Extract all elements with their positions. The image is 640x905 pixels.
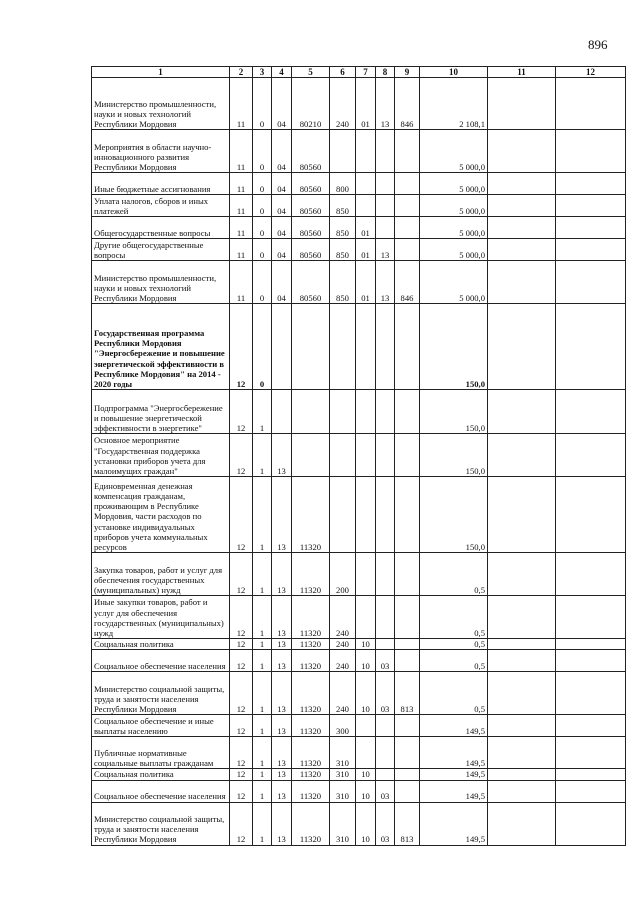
code-cell: 04 — [272, 217, 292, 239]
code-cell: 13 — [376, 78, 395, 130]
table-row — [92, 239, 626, 261]
code-cell — [330, 304, 356, 390]
code-cell: 13 — [272, 553, 292, 596]
amount-cell: 149,5 — [420, 802, 488, 845]
code-cell — [356, 596, 376, 639]
code-cell — [272, 390, 292, 434]
code-cell: 04 — [272, 261, 292, 304]
code-cell: 13 — [272, 434, 292, 477]
empty-cell — [556, 304, 626, 390]
amount-cell: 0,5 — [420, 672, 488, 715]
code-cell — [395, 769, 420, 780]
code-cell: 12 — [230, 596, 253, 639]
code-cell: 13 — [272, 596, 292, 639]
code-cell — [356, 737, 376, 769]
code-cell: 04 — [272, 239, 292, 261]
code-cell: 850 — [330, 239, 356, 261]
row-name-cell: Общегосударственные вопросы — [92, 217, 230, 239]
code-cell: 13 — [272, 737, 292, 769]
column-header: 1 — [92, 67, 230, 78]
table-row — [92, 553, 626, 596]
empty-cell — [488, 780, 556, 802]
code-cell: 1 — [253, 769, 272, 780]
row-name-cell: Министерство социальной защиты, труда и занятости населения Республики Мордовия — [92, 802, 230, 845]
code-cell: 310 — [330, 737, 356, 769]
code-cell — [292, 390, 330, 434]
table-row — [92, 304, 626, 390]
amount-cell: 150,0 — [420, 434, 488, 477]
code-cell: 11320 — [292, 802, 330, 845]
code-cell: 80560 — [292, 261, 330, 304]
row-name-cell: Государственная программа Республики Мордовия "Энергосбережение и повышение энергетической эффективности в Республике Мордовия" на 2014 - 2020 годы — [92, 304, 230, 390]
code-cell: 310 — [330, 769, 356, 780]
code-cell — [395, 780, 420, 802]
code-cell: 12 — [230, 672, 253, 715]
code-cell: 0 — [253, 195, 272, 217]
empty-cell — [488, 434, 556, 477]
code-cell: 846 — [395, 261, 420, 304]
code-cell — [376, 304, 395, 390]
code-cell: 11320 — [292, 672, 330, 715]
code-cell — [292, 304, 330, 390]
row-name-cell: Уплата налогов, сборов и иных платежей — [92, 195, 230, 217]
row-name-cell: Социальное обеспечение населения — [92, 780, 230, 802]
empty-cell — [556, 130, 626, 173]
empty-cell — [488, 130, 556, 173]
code-cell — [272, 304, 292, 390]
code-cell: 813 — [395, 672, 420, 715]
code-cell: 13 — [272, 715, 292, 737]
table-row — [92, 715, 626, 737]
code-cell — [395, 195, 420, 217]
code-cell: 04 — [272, 130, 292, 173]
code-cell — [395, 239, 420, 261]
code-cell: 03 — [376, 802, 395, 845]
code-cell: 200 — [330, 553, 356, 596]
code-cell: 10 — [356, 672, 376, 715]
row-name-cell: Другие общегосударственные вопросы — [92, 239, 230, 261]
code-cell — [330, 477, 356, 553]
column-header: 12 — [556, 67, 626, 78]
code-cell: 01 — [356, 239, 376, 261]
code-cell: 80210 — [292, 78, 330, 130]
code-cell: 12 — [230, 780, 253, 802]
code-cell: 1 — [253, 715, 272, 737]
code-cell — [376, 737, 395, 769]
column-header: 11 — [488, 67, 556, 78]
code-cell — [395, 173, 420, 195]
code-cell: 10 — [356, 769, 376, 780]
code-cell: 01 — [356, 217, 376, 239]
code-cell — [356, 130, 376, 173]
code-cell: 0 — [253, 173, 272, 195]
code-cell: 850 — [330, 195, 356, 217]
code-cell — [330, 434, 356, 477]
code-cell: 11320 — [292, 780, 330, 802]
table-row — [92, 217, 626, 239]
budget-table — [91, 66, 626, 846]
code-cell: 13 — [272, 769, 292, 780]
amount-cell: 5 000,0 — [420, 239, 488, 261]
empty-cell — [556, 217, 626, 239]
code-cell: 0 — [253, 304, 272, 390]
table-row — [92, 195, 626, 217]
code-cell — [395, 434, 420, 477]
code-cell: 11 — [230, 195, 253, 217]
row-name-cell: Иные бюджетные ассигнования — [92, 173, 230, 195]
code-cell: 11320 — [292, 650, 330, 672]
code-cell: 04 — [272, 195, 292, 217]
code-cell: 11320 — [292, 737, 330, 769]
row-name-cell: Единовременная денежная компенсация гражданам, проживающим в Республике Мордовия, части расходов по установке индивидуальных приборов учета коммунальных ресурсов — [92, 477, 230, 553]
column-header: 10 — [420, 67, 488, 78]
code-cell — [292, 434, 330, 477]
code-cell: 240 — [330, 672, 356, 715]
code-cell — [330, 130, 356, 173]
code-cell: 813 — [395, 802, 420, 845]
code-cell: 240 — [330, 78, 356, 130]
code-cell: 01 — [356, 261, 376, 304]
column-header: 8 — [376, 67, 395, 78]
code-cell: 13 — [272, 672, 292, 715]
code-cell: 10 — [356, 802, 376, 845]
empty-cell — [488, 78, 556, 130]
column-header: 6 — [330, 67, 356, 78]
code-cell — [376, 434, 395, 477]
amount-cell: 149,5 — [420, 780, 488, 802]
empty-cell — [556, 434, 626, 477]
empty-cell — [488, 217, 556, 239]
code-cell — [376, 715, 395, 737]
code-cell: 800 — [330, 173, 356, 195]
row-name-cell: Министерство промышленности, науки и новых технологий Республики Мордовия — [92, 78, 230, 130]
code-cell: 1 — [253, 477, 272, 553]
code-cell: 846 — [395, 78, 420, 130]
empty-cell — [488, 672, 556, 715]
code-cell — [356, 434, 376, 477]
empty-cell — [488, 304, 556, 390]
code-cell — [356, 390, 376, 434]
table-row — [92, 596, 626, 639]
code-cell: 80560 — [292, 217, 330, 239]
code-cell: 0 — [253, 217, 272, 239]
code-cell — [395, 217, 420, 239]
empty-cell — [488, 715, 556, 737]
empty-cell — [556, 780, 626, 802]
table-row — [92, 780, 626, 802]
code-cell: 13 — [272, 802, 292, 845]
page-number: 896 — [588, 37, 608, 52]
table-row — [92, 261, 626, 304]
empty-cell — [488, 553, 556, 596]
amount-cell: 150,0 — [420, 477, 488, 553]
code-cell: 04 — [272, 78, 292, 130]
code-cell — [376, 217, 395, 239]
code-cell — [330, 390, 356, 434]
code-cell: 12 — [230, 769, 253, 780]
amount-cell: 0,5 — [420, 650, 488, 672]
row-name-cell: Министерство социальной защиты, труда и занятости населения Республики Мордовия — [92, 672, 230, 715]
code-cell: 80560 — [292, 239, 330, 261]
empty-cell — [556, 639, 626, 650]
code-cell — [395, 553, 420, 596]
code-cell: 0 — [253, 78, 272, 130]
code-cell: 11 — [230, 78, 253, 130]
empty-cell — [488, 639, 556, 650]
row-name-cell: Социальная политика — [92, 769, 230, 780]
code-cell: 12 — [230, 737, 253, 769]
amount-cell: 5 000,0 — [420, 261, 488, 304]
row-name-cell: Основное мероприятие "Государственная поддержка установки приборов учета для малоимущих граждан" — [92, 434, 230, 477]
code-cell: 11320 — [292, 769, 330, 780]
code-cell: 0 — [253, 261, 272, 304]
amount-cell: 149,5 — [420, 769, 488, 780]
empty-cell — [488, 261, 556, 304]
code-cell — [376, 596, 395, 639]
code-cell: 1 — [253, 434, 272, 477]
column-header: 3 — [253, 67, 272, 78]
code-cell — [395, 639, 420, 650]
empty-cell — [488, 596, 556, 639]
code-cell: 1 — [253, 780, 272, 802]
amount-cell: 150,0 — [420, 304, 488, 390]
row-name-cell: Публичные нормативные социальные выплаты гражданам — [92, 737, 230, 769]
code-cell — [395, 304, 420, 390]
empty-cell — [556, 239, 626, 261]
code-cell: 12 — [230, 802, 253, 845]
code-cell: 03 — [376, 780, 395, 802]
code-cell: 03 — [376, 672, 395, 715]
row-name-cell: Социальное обеспечение и иные выплаты населению — [92, 715, 230, 737]
empty-cell — [556, 78, 626, 130]
code-cell: 11 — [230, 239, 253, 261]
code-cell: 03 — [376, 650, 395, 672]
code-cell: 1 — [253, 390, 272, 434]
code-cell: 0 — [253, 130, 272, 173]
amount-cell: 149,5 — [420, 715, 488, 737]
empty-cell — [488, 390, 556, 434]
code-cell: 11 — [230, 217, 253, 239]
empty-cell — [488, 195, 556, 217]
empty-cell — [488, 737, 556, 769]
table-body — [92, 78, 626, 845]
empty-cell — [488, 239, 556, 261]
code-cell: 13 — [376, 239, 395, 261]
table-row — [92, 78, 626, 130]
code-cell — [356, 195, 376, 217]
code-cell: 13 — [272, 477, 292, 553]
empty-cell — [488, 769, 556, 780]
empty-cell — [556, 737, 626, 769]
code-cell — [395, 596, 420, 639]
code-cell — [356, 304, 376, 390]
code-cell: 13 — [272, 639, 292, 650]
code-cell: 12 — [230, 304, 253, 390]
code-cell: 04 — [272, 173, 292, 195]
empty-cell — [488, 477, 556, 553]
amount-cell: 0,5 — [420, 553, 488, 596]
code-cell: 11 — [230, 261, 253, 304]
code-cell — [376, 130, 395, 173]
code-cell: 11 — [230, 130, 253, 173]
table-row — [92, 769, 626, 780]
code-cell: 12 — [230, 390, 253, 434]
code-cell: 12 — [230, 650, 253, 672]
code-cell: 1 — [253, 596, 272, 639]
code-cell: 80560 — [292, 195, 330, 217]
code-cell: 1 — [253, 650, 272, 672]
code-cell: 240 — [330, 596, 356, 639]
code-cell — [395, 715, 420, 737]
table-row — [92, 672, 626, 715]
code-cell: 13 — [272, 650, 292, 672]
code-cell: 10 — [356, 780, 376, 802]
code-cell: 1 — [253, 672, 272, 715]
amount-cell: 5 000,0 — [420, 195, 488, 217]
code-cell: 80560 — [292, 130, 330, 173]
code-cell: 300 — [330, 715, 356, 737]
table-header-row — [92, 67, 626, 78]
code-cell: 1 — [253, 802, 272, 845]
code-cell: 240 — [330, 639, 356, 650]
empty-cell — [556, 672, 626, 715]
code-cell: 12 — [230, 477, 253, 553]
code-cell: 12 — [230, 639, 253, 650]
code-cell — [356, 553, 376, 596]
row-name-cell: Мероприятия в области научно-инновационного развития Республики Мордовия — [92, 130, 230, 173]
code-cell — [395, 390, 420, 434]
table-row — [92, 802, 626, 845]
amount-cell: 5 000,0 — [420, 130, 488, 173]
column-header: 5 — [292, 67, 330, 78]
row-name-cell: Закупка товаров, работ и услуг для обеспечения государственных (муниципальных) нужд — [92, 553, 230, 596]
code-cell: 310 — [330, 802, 356, 845]
amount-cell: 150,0 — [420, 390, 488, 434]
empty-cell — [556, 173, 626, 195]
column-header: 7 — [356, 67, 376, 78]
code-cell — [376, 769, 395, 780]
empty-cell — [488, 802, 556, 845]
code-cell: 13 — [272, 780, 292, 802]
code-cell: 10 — [356, 650, 376, 672]
column-header: 9 — [395, 67, 420, 78]
empty-cell — [556, 802, 626, 845]
empty-cell — [556, 477, 626, 553]
code-cell: 12 — [230, 434, 253, 477]
code-cell — [395, 650, 420, 672]
code-cell — [376, 173, 395, 195]
code-cell: 12 — [230, 553, 253, 596]
amount-cell: 5 000,0 — [420, 173, 488, 195]
amount-cell: 0,5 — [420, 596, 488, 639]
empty-cell — [556, 390, 626, 434]
code-cell — [356, 477, 376, 553]
code-cell: 1 — [253, 639, 272, 650]
empty-cell — [488, 173, 556, 195]
table-row — [92, 130, 626, 173]
row-name-cell: Социальная политика — [92, 639, 230, 650]
code-cell: 11320 — [292, 715, 330, 737]
row-name-cell: Иные закупки товаров, работ и услуг для обеспечения государственных (муниципальных) нужд — [92, 596, 230, 639]
table-row — [92, 737, 626, 769]
table-row — [92, 477, 626, 553]
code-cell: 1 — [253, 737, 272, 769]
code-cell: 12 — [230, 715, 253, 737]
code-cell: 80560 — [292, 173, 330, 195]
code-cell — [356, 715, 376, 737]
empty-cell — [556, 596, 626, 639]
column-header: 4 — [272, 67, 292, 78]
row-name-cell: Министерство промышленности, науки и новых технологий Республики Мордовия — [92, 261, 230, 304]
code-cell: 11320 — [292, 477, 330, 553]
code-cell — [376, 195, 395, 217]
code-cell — [376, 553, 395, 596]
code-cell — [395, 477, 420, 553]
table-row — [92, 173, 626, 195]
code-cell: 01 — [356, 78, 376, 130]
code-cell: 240 — [330, 650, 356, 672]
code-cell: 850 — [330, 217, 356, 239]
code-cell: 11 — [230, 173, 253, 195]
empty-cell — [556, 553, 626, 596]
code-cell: 310 — [330, 780, 356, 802]
code-cell: 11320 — [292, 596, 330, 639]
code-cell — [376, 639, 395, 650]
amount-cell: 0,5 — [420, 639, 488, 650]
code-cell: 11320 — [292, 639, 330, 650]
code-cell: 1 — [253, 553, 272, 596]
code-cell: 10 — [356, 639, 376, 650]
table-row — [92, 650, 626, 672]
amount-cell: 2 108,1 — [420, 78, 488, 130]
empty-cell — [556, 715, 626, 737]
code-cell: 0 — [253, 239, 272, 261]
code-cell — [395, 737, 420, 769]
amount-cell: 5 000,0 — [420, 217, 488, 239]
code-cell — [356, 173, 376, 195]
table-row — [92, 434, 626, 477]
code-cell — [376, 390, 395, 434]
row-name-cell: Социальное обеспечение населения — [92, 650, 230, 672]
table-row — [92, 639, 626, 650]
code-cell: 11320 — [292, 553, 330, 596]
column-header: 2 — [230, 67, 253, 78]
empty-cell — [556, 195, 626, 217]
empty-cell — [556, 261, 626, 304]
amount-cell: 149,5 — [420, 737, 488, 769]
empty-cell — [556, 769, 626, 780]
empty-cell — [488, 650, 556, 672]
row-name-cell: Подпрограмма "Энергосбережение и повышение энергетической эффективности в энергетике" — [92, 390, 230, 434]
code-cell — [395, 130, 420, 173]
code-cell — [376, 477, 395, 553]
code-cell: 850 — [330, 261, 356, 304]
table-row — [92, 390, 626, 434]
empty-cell — [556, 650, 626, 672]
code-cell: 13 — [376, 261, 395, 304]
